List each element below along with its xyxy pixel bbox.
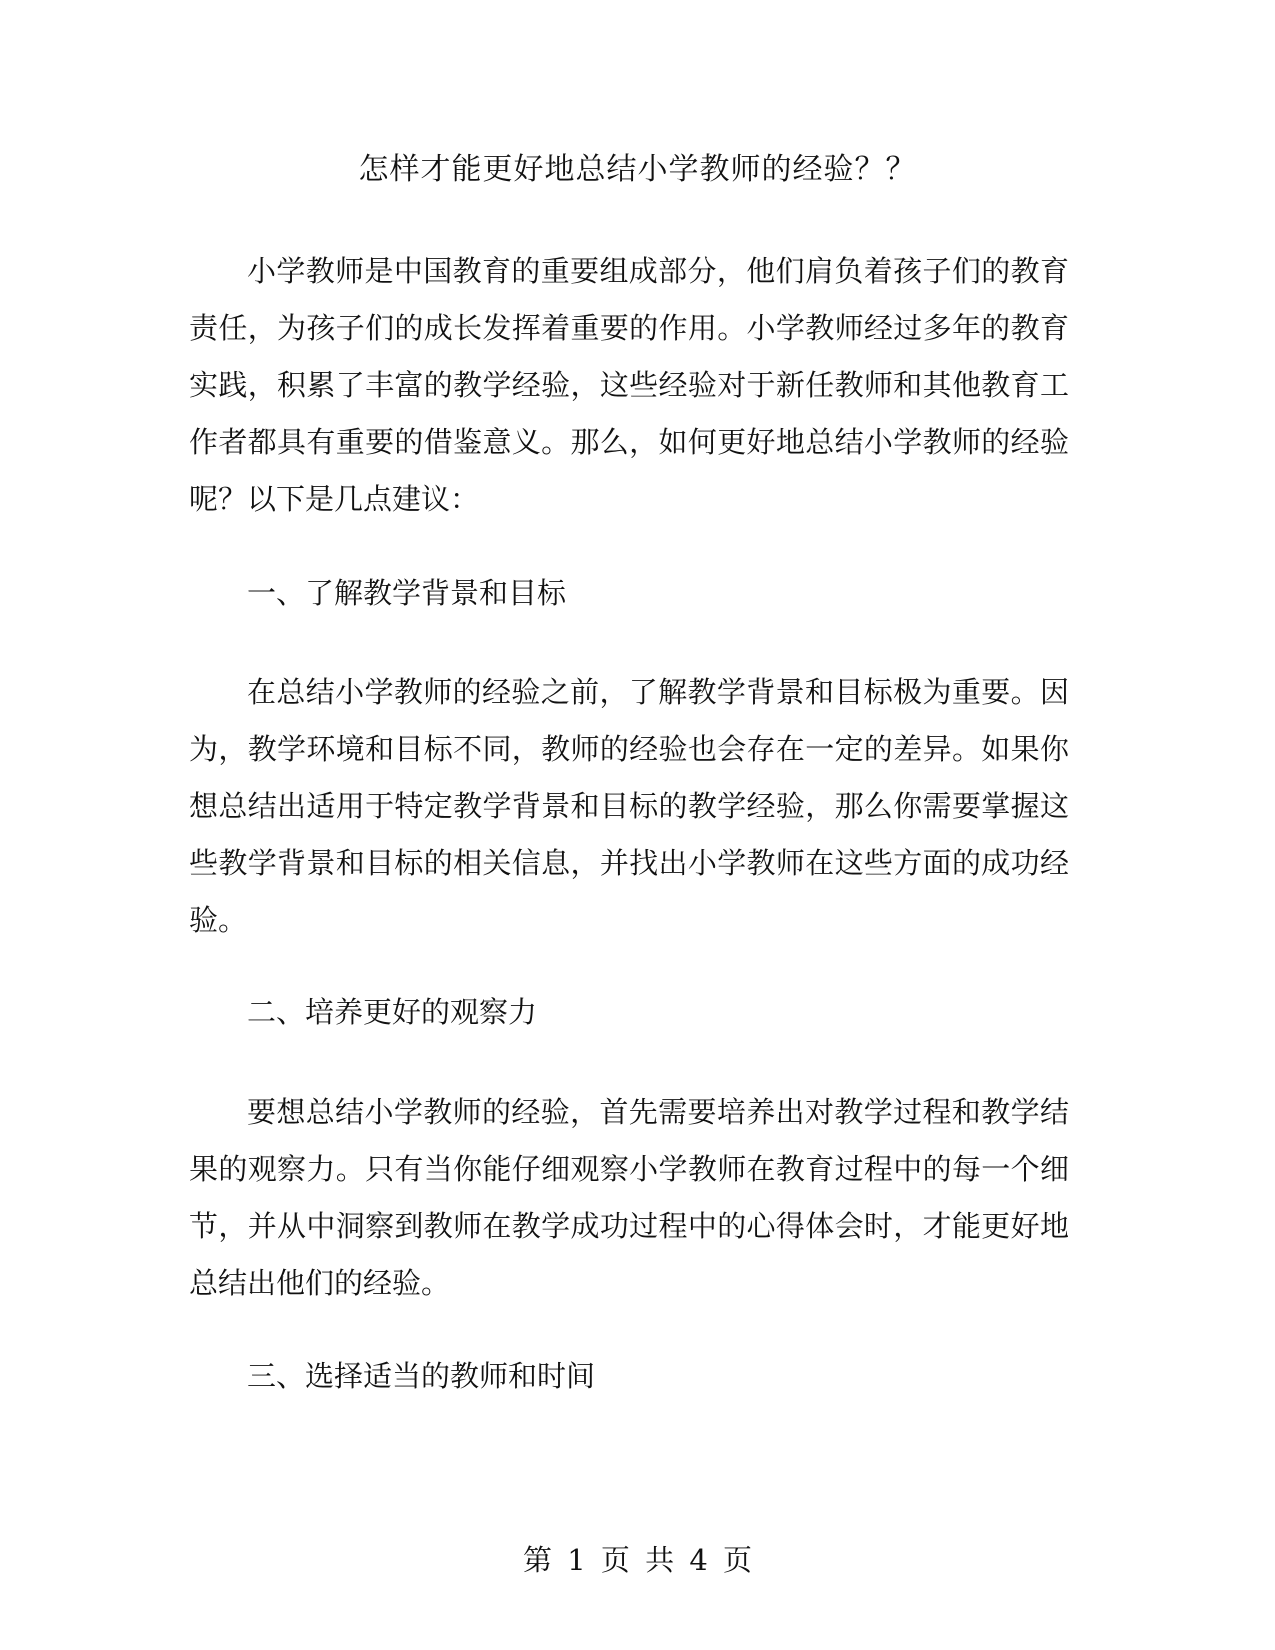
document-title: 怎样才能更好地总结小学教师的经验？？ xyxy=(358,152,917,187)
section-2-paragraph: 要想总结小学教师的经验，首先需要培养出对教学过程和教学结果的观察力。只有当你能仔细观察小学教师在教育过程中的每一个细节，并从中洞察到教师在教学成功过程中的心得体会时，才能更好地总结出他们的经验。 xyxy=(189,1095,1069,1300)
section-1-paragraph: 在总结小学教师的经验之前，了解教学背景和目标极为重要。因为，教学环境和目标不同，教师的经验也会存在一定的差异。如果你想总结出适用于特定教学背景和目标的教学经验，那么你需要掌握这些教学背景和目标的相关信息，并找出小学教师在这些方面的成功经验。 xyxy=(189,675,1069,937)
intro-paragraph: 小学教师是中国教育的重要组成部分，他们肩负着孩子们的教育责任，为孩子们的成长发挥着重要的作用。小学教师经过多年的教育实践，积累了丰富的教学经验，这些经验对于新任教师和其他教育工作者都具有重要的借鉴意义。那么，如何更好地总结小学教师的经验呢？以下是几点建议： xyxy=(189,254,1069,516)
section-heading-1: 一、了解教学背景和目标 xyxy=(247,576,567,610)
section-heading-2: 二、培养更好的观察力 xyxy=(247,995,538,1029)
page-number-footer: 第 1 页 共 4 页 xyxy=(523,1543,752,1577)
section-heading-3: 三、选择适当的教师和时间 xyxy=(247,1359,596,1393)
